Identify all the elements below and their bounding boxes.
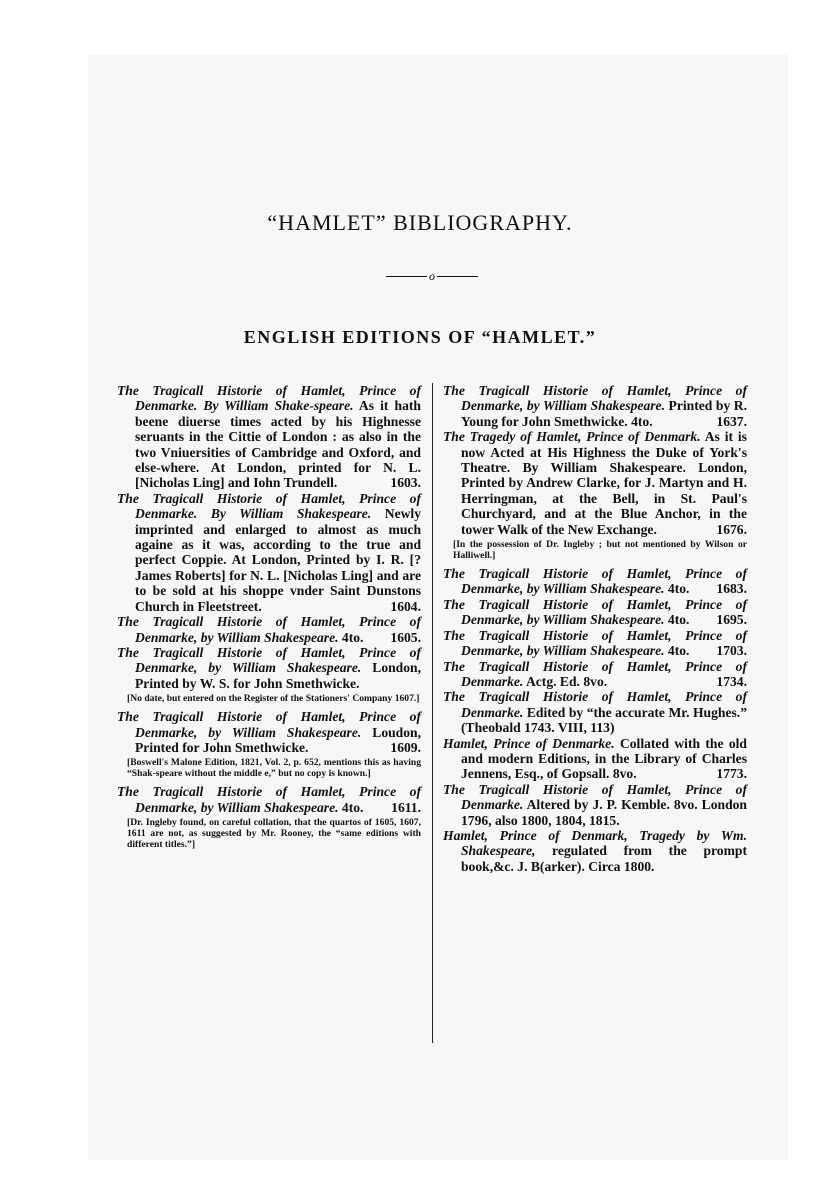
bibliography-entry (443, 736, 747, 782)
entry-imprint: 4to. (338, 799, 364, 815)
entry-imprint: Actg. Ed. 8vo. (523, 673, 608, 689)
bibliography-entry (117, 645, 421, 691)
entry-imprint: Printed by R. Young for John Smethwicke. 4to. (461, 398, 748, 429)
entry-year: 1676. (716, 521, 747, 537)
bibliography-entry (443, 383, 747, 429)
entry-title: The Tragicall Historie of Hamlet, Prince of Denmarke, by William Shakespeare. (117, 709, 421, 740)
entry-year: 1703. (716, 643, 747, 659)
entry-title: The Tragicall Historie of Hamlet, Prince of Denmarke, by William Shakespeare. (117, 644, 421, 676)
entry-title: The Tragedy of Hamlet, Prince of Denmark. (443, 429, 701, 445)
entry-year: 1611. (391, 799, 421, 815)
entry-year: 1637. (716, 413, 747, 429)
entry-year: 1683. (716, 581, 747, 597)
entry-title: Hamlet, Prince of Denmark, Tragedy by Wm. Shakespeare, (443, 827, 747, 859)
divider-mark: o (429, 269, 435, 283)
bibliography-entry (443, 597, 747, 628)
bibliography-entry (117, 709, 421, 755)
bibliography-entry (117, 383, 421, 491)
entry-imprint: Loudon, Printed for John Smethwicke. (135, 724, 422, 755)
bibliography-entry (443, 828, 747, 874)
entry-imprint: London, Printed by W. S. for John Smethwicke. (135, 660, 422, 691)
entry-title: The Tragicall Historie of Hamlet, Prince of Denmarke, by William Shakespeare. (443, 566, 747, 597)
entry-imprint: 4to. (664, 643, 690, 659)
bibliography-entry (117, 784, 421, 815)
entry-title: Hamlet, Prince of Denmarke. (443, 735, 615, 751)
entry-year: 1773. (716, 766, 747, 782)
entry-imprint: Altered by J. P. Kemble. 8vo. London 1796, also 1800, 1804, 1815. (461, 797, 747, 828)
entry-title: The Tragicall Historie of Hamlet, Prince of Denmarke, by William Shakespeare. (117, 614, 421, 645)
bibliography-entry (443, 429, 747, 537)
entry-title: The Tragicall Historie of Hamlet, Prince of Denmarke, by William Shakespeare. (443, 596, 747, 628)
section-heading: ENGLISH EDITIONS OF “HAMLET.” (243, 327, 597, 347)
editorial-note: [No date, but entered on the Register of the Stationers' Company 1607.] (127, 693, 420, 705)
bibliography-entry (117, 614, 421, 645)
entry-imprint: 4to. (664, 612, 690, 628)
left-column (117, 383, 421, 855)
entry-title: The Tragicall Historie of Hamlet, Prince of Denmarke. (443, 781, 747, 813)
entry-imprint: Collated with the old and modern Editions, in the Library of Charles Jennens, Esq., of Gopsall. 8vo. (461, 735, 747, 782)
entry-title: The Tragicall Historie of Hamlet, Prince of Denmarke. By William Shakespeare. (117, 490, 421, 522)
entry-imprint: 4to. (664, 581, 690, 597)
bibliography-entry (443, 659, 747, 690)
entry-title: The Tragicall Historie of Hamlet, Prince of Denmarke, by William Shakespeare. (117, 784, 421, 815)
editorial-note: [Dr. Ingleby found, on careful collation, that the quartos of 1605, 1607, 1611 are not, as suggested by Mr. Rooney, the “same editions with different titles.”] (127, 817, 421, 851)
entry-imprint: As it hath beene diuerse times acted by his Highnesse seruants in the Cittie of London : as also in the two Vniuersities of Cambridge and Oxford, and else-where. At London, printed for N. L. [Nicholas Ling] and Iohn Trundell. (135, 398, 421, 491)
entry-imprint: Newly imprinted and enlarged to almost as much againe as it was, according to the true and perfect Coppie. At London, Printed by I. R. [? James Roberts] for N. L. [Nicholas Ling] and are to be sold at his shoppe vnder Saint Dunstons Church in Fleetstreet. (135, 506, 421, 614)
right-column (443, 383, 747, 874)
entry-imprint: regulated from the prompt book,&c. J. B(arker). Circa 1800. (461, 843, 747, 874)
entry-year: 1695. (716, 612, 747, 628)
entry-title: The Tragicall Historie of Hamlet, Prince of Denmarke. (443, 658, 747, 689)
bibliography-entry (443, 689, 747, 735)
entry-year: 1609. (390, 739, 421, 755)
page-title: “HAMLET” BIBLIOGRAPHY. (267, 210, 573, 235)
bibliography-entry (443, 628, 747, 659)
bibliography-entry (443, 782, 747, 828)
bibliography-entry (443, 566, 747, 597)
entry-year: 1604. (390, 598, 421, 614)
entry-imprint: Edited by “the accurate Mr. Hughes.” (Theobald 1743. VIII, 113) (461, 704, 747, 736)
ornamental-divider (386, 270, 478, 282)
entry-title: The Tragicall Historie of Hamlet, Prince of Denmarke, by William Shakespeare. (443, 383, 747, 414)
entry-title: The Tragicall Historie of Hamlet, Prince of Denmarke. By William Shake-speare. (117, 383, 421, 414)
entry-title: The Tragicall Historie of Hamlet, Prince of Denmarke, by William Shakespeare. (443, 627, 747, 659)
entry-year: 1605. (390, 629, 421, 645)
bibliography-entry (117, 491, 421, 614)
editorial-note: [In the possession of Dr. Ingleby ; but not mentioned by Wilson or Halliwell.] (453, 539, 747, 562)
entry-imprint: 4to. (338, 629, 364, 645)
entry-imprint: As it is now Acted at His Highness the Duke of York's Theatre. By William Shakespeare. London, Printed by Andrew Clarke, for J. Martyn and H. Herringman, at the Bell, in St. Paul's Churchyard, and at the Blue Anchor, in the tower Walk of the New Exchange. (461, 429, 747, 537)
column-rule (432, 383, 433, 1043)
entry-year: 1603. (390, 475, 421, 491)
entry-year: 1734. (716, 673, 747, 689)
editorial-note: [Boswell's Malone Edition, 1821, Vol. 2, p. 652, mentions this as having “Shak-speare without the middle e,” but no copy is known.] (127, 757, 421, 780)
entry-title: The Tragicall Historie of Hamlet, Prince of Denmarke. (443, 689, 747, 720)
